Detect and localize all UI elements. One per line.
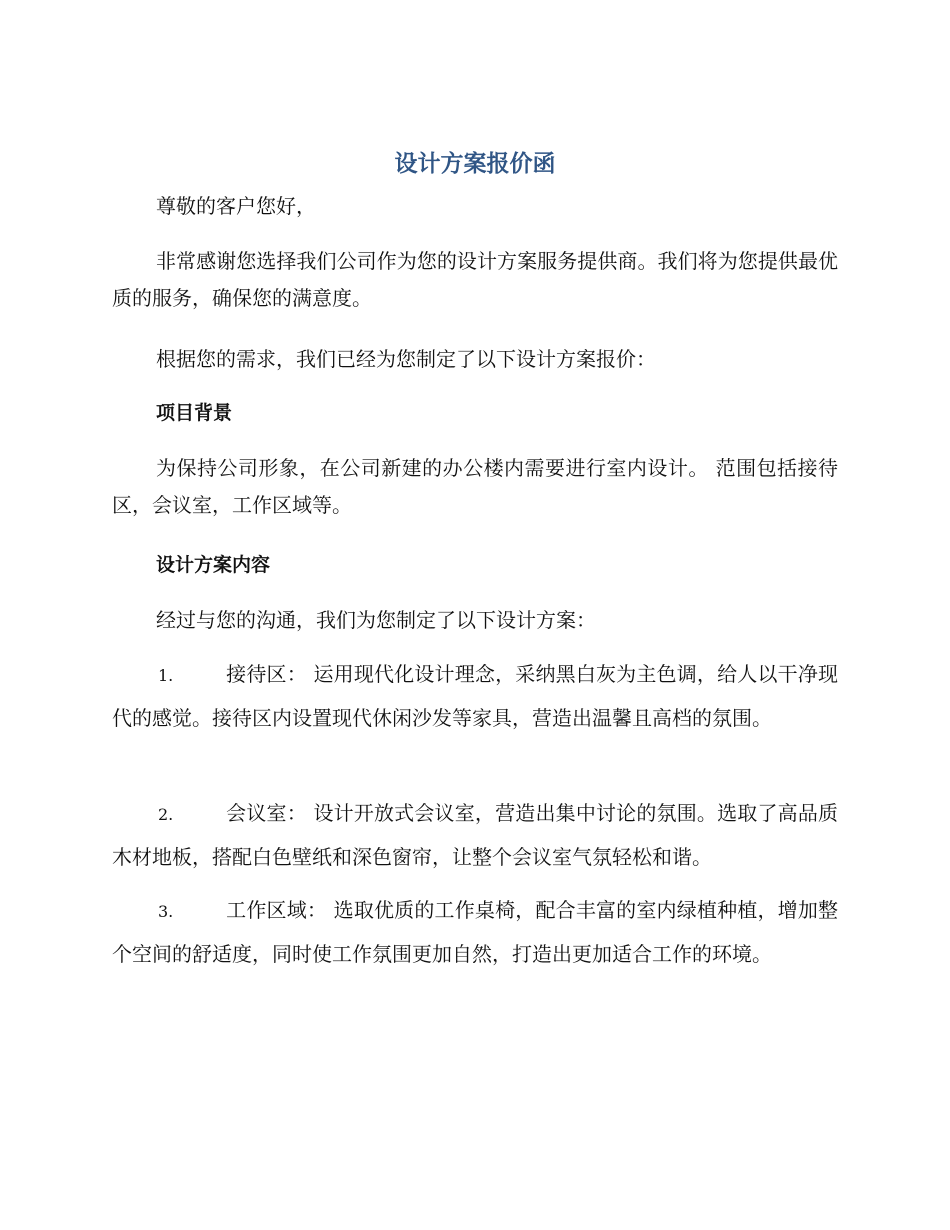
background-paragraph: 为保持公司形象，在公司新建的办公楼内需要进行室内设计。 范围包括接待区，会议室，工作区域等。 (112, 456, 838, 517)
list-item-text: 会议室： 设计开放式会议室，营造出集中讨论的氛围。选取了高品质木材地板，搭配白色壁纸和深色窗帘，让整个会议室气氛轻松和谐。 (112, 801, 838, 869)
content-intro-paragraph: 经过与您的沟通，我们为您制定了以下设计方案： (156, 608, 596, 632)
list-item-number: 1. (158, 666, 174, 685)
section-heading-background: 项目背景 (156, 402, 233, 424)
list-item (112, 792, 838, 878)
list-item-text: 接待区： 运用现代化设计理念，采纳黑白灰为主色调，给人以干净现代的感觉。接待区内设置现代休闲沙发等家具，营造出温馨且高档的氛围。 (112, 662, 838, 730)
lead-paragraph: 根据您的需求，我们已经为您制定了以下设计方案报价： (156, 347, 656, 371)
list-item-text: 工作区域： 选取优质的工作桌椅，配合丰富的室内绿植种植，增加整个空间的舒适度，同时使工作氛围更加自然，打造出更加适合工作的环境。 (112, 898, 838, 966)
list-item-number: 2. (158, 805, 174, 824)
greeting: 尊敬的客户您好， (156, 194, 316, 218)
list-item (112, 653, 838, 739)
list-item (112, 889, 838, 975)
list-item-number: 3. (158, 902, 174, 921)
intro-paragraph: 非常感谢您选择我们公司作为您的设计方案服务提供商。我们将为您提供最优质的服务，确保您的满意度。 (112, 249, 838, 310)
section-heading-content: 设计方案内容 (156, 554, 271, 576)
document-title: 设计方案报价函 (394, 151, 556, 177)
